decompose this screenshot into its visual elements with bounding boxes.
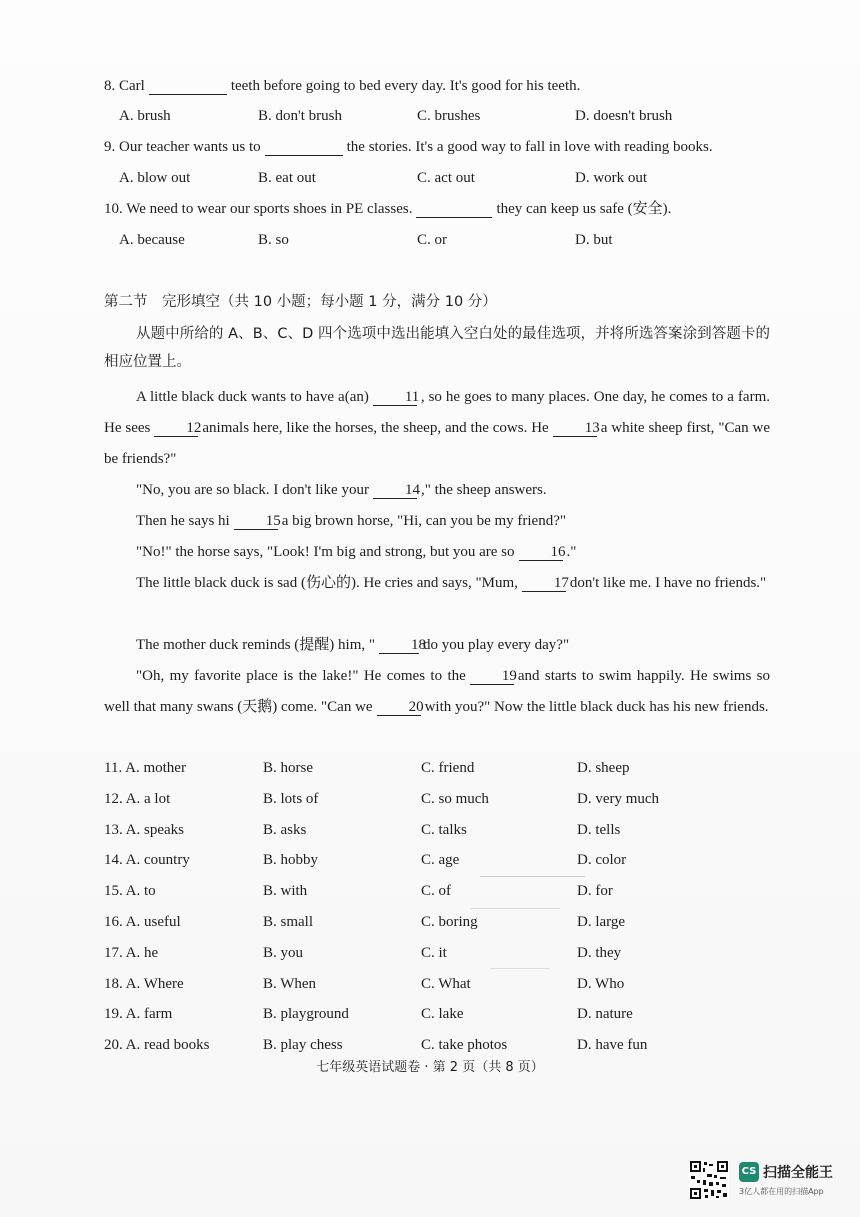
- cloze-option: D. tells: [577, 822, 621, 838]
- answer-blank: [265, 139, 343, 156]
- cloze-option-row-label: 11. A. mother: [104, 760, 186, 776]
- answer-blank: [149, 78, 227, 95]
- cloze-option: C. take photos: [421, 1037, 508, 1053]
- option: D. but: [575, 232, 613, 248]
- page-footer: 七年级英语试题卷 · 第 2 页（共 8 页）: [316, 1060, 544, 1075]
- cloze-option: D. color: [577, 852, 627, 868]
- passage-paragraph-3: Then he says hi 15a big brown horse, "Hi, can you be my friend?": [136, 513, 566, 529]
- cloze-blank-18: 18: [379, 637, 419, 654]
- cloze-option: B. play chess: [263, 1037, 343, 1053]
- question-10: 10. We need to wear our sports shoes in PE classes. they can keep us safe (安全).: [104, 201, 672, 217]
- question-9: 9. Our teacher wants us to the stories. It's a good way to fall in love with reading books.: [104, 139, 713, 155]
- cloze-option: C. What: [421, 976, 471, 992]
- option: C. brushes: [417, 108, 481, 124]
- cloze-option-row-label: 16. A. useful: [104, 914, 181, 930]
- section-instruction: 从题中所给的 A、B、C、D 四个选项中选出能填入空白处的最佳选项，并将所选答案涂到答题卡的相应位置上。: [104, 326, 770, 370]
- cloze-option-row-label: 14. A. country: [104, 852, 190, 868]
- option: B. eat out: [258, 170, 316, 186]
- cloze-blank-11: 11: [373, 389, 417, 406]
- option: A. brush: [119, 108, 171, 124]
- cloze-option: C. friend: [421, 760, 475, 776]
- cloze-blank-15: 15: [234, 513, 278, 530]
- scanner-watermark: [689, 1160, 859, 1204]
- option: B. so: [258, 232, 289, 248]
- cloze-option: D. for: [577, 883, 613, 899]
- camscanner-logo-icon: CS: [739, 1162, 759, 1182]
- cloze-option: D. Who: [577, 976, 625, 992]
- option: A. because: [119, 232, 185, 248]
- cloze-blank-17: 17: [522, 575, 566, 592]
- cloze-option: B. hobby: [263, 852, 319, 868]
- cloze-option: B. horse: [263, 760, 313, 776]
- passage-paragraph-7: "Oh, my favorite place is the lake!" He comes to the 19and starts to swim happily. He swims so well that many swans (天鹅) come. "Can we 20with you?" Now the little black duck has his new friends.: [104, 668, 771, 715]
- option: D. doesn't brush: [575, 108, 673, 124]
- cloze-option: C. so much: [421, 791, 489, 807]
- option: A. blow out: [119, 170, 191, 186]
- cloze-option-row-label: 18. A. Where: [104, 976, 184, 992]
- cloze-blank-20: 20: [377, 699, 421, 716]
- cloze-option-row-label: 13. A. speaks: [104, 822, 184, 838]
- cloze-option-row-label: 12. A. a lot: [104, 791, 171, 807]
- cloze-option: C. age: [421, 852, 460, 868]
- cloze-blank-19: 19: [470, 668, 514, 685]
- cloze-option-row-label: 15. A. to: [104, 883, 156, 899]
- cloze-blank-16: 16: [519, 544, 563, 561]
- section-title: 第二节 完形填空（共 10 小题；每小题 1 分，满分 10 分）: [104, 294, 497, 310]
- cloze-option: B. lots of: [263, 791, 319, 807]
- cloze-option: C. lake: [421, 1006, 464, 1022]
- cloze-option: B. asks: [263, 822, 307, 838]
- passage-paragraph-2: "No, you are so black. I don't like your 14," the sheep answers.: [136, 482, 547, 498]
- cloze-option: D. sheep: [577, 760, 630, 776]
- cloze-option: C. boring: [421, 914, 478, 930]
- cloze-option: D. large: [577, 914, 626, 930]
- cloze-option: C. talks: [421, 822, 467, 838]
- qr-code-icon: [689, 1160, 729, 1200]
- question-8: 8. Carl teeth before going to bed every day. It's good for his teeth.: [104, 78, 581, 94]
- cloze-option-row-label: 17. A. he: [104, 945, 159, 961]
- option: C. act out: [417, 170, 475, 186]
- passage-paragraph-4: "No!" the horse says, "Look! I'm big and strong, but you are so 16.": [136, 544, 577, 560]
- cloze-option: D. very much: [577, 791, 660, 807]
- watermark-tagline: 3亿人都在用的扫描App: [739, 1187, 824, 1196]
- cloze-option: D. have fun: [577, 1037, 648, 1053]
- cloze-option: D. nature: [577, 1006, 633, 1022]
- cloze-blank-13: 13: [553, 420, 597, 437]
- option: C. or: [417, 232, 447, 248]
- option: B. don't brush: [258, 108, 342, 124]
- cloze-option: B. playground: [263, 1006, 349, 1022]
- passage-paragraph-1: A little black duck wants to have a(an) 11 , so he goes to many places. One day, he comes to a farm. He sees 12animals here, like the horses, the sheep, and the cows. He 13a white sheep first, "Can we be friends?": [104, 389, 770, 467]
- answer-blank: [416, 201, 492, 218]
- cloze-option: C. of: [421, 883, 451, 899]
- watermark-app-name: 扫描全能王: [763, 1165, 833, 1181]
- cloze-option-row-label: 19. A. farm: [104, 1006, 173, 1022]
- cloze-option: B. with: [263, 883, 308, 899]
- cloze-blank-14: 14: [373, 482, 417, 499]
- cloze-option: B. you: [263, 945, 304, 961]
- option: D. work out: [575, 170, 648, 186]
- cloze-option-row-label: 20. A. read books: [104, 1037, 210, 1053]
- cloze-option: B. When: [263, 976, 317, 992]
- passage-paragraph-5: The little black duck is sad (伤心的). He cries and says, "Mum, 17don't like me. I have no friends.": [136, 575, 767, 591]
- passage-paragraph-6: The mother duck reminds (提醒) him, " 18do you play every day?": [136, 637, 570, 653]
- cloze-option: D. they: [577, 945, 622, 961]
- cloze-option: C. it: [421, 945, 447, 961]
- cloze-blank-12: 12: [154, 420, 198, 437]
- cloze-option: B. small: [263, 914, 314, 930]
